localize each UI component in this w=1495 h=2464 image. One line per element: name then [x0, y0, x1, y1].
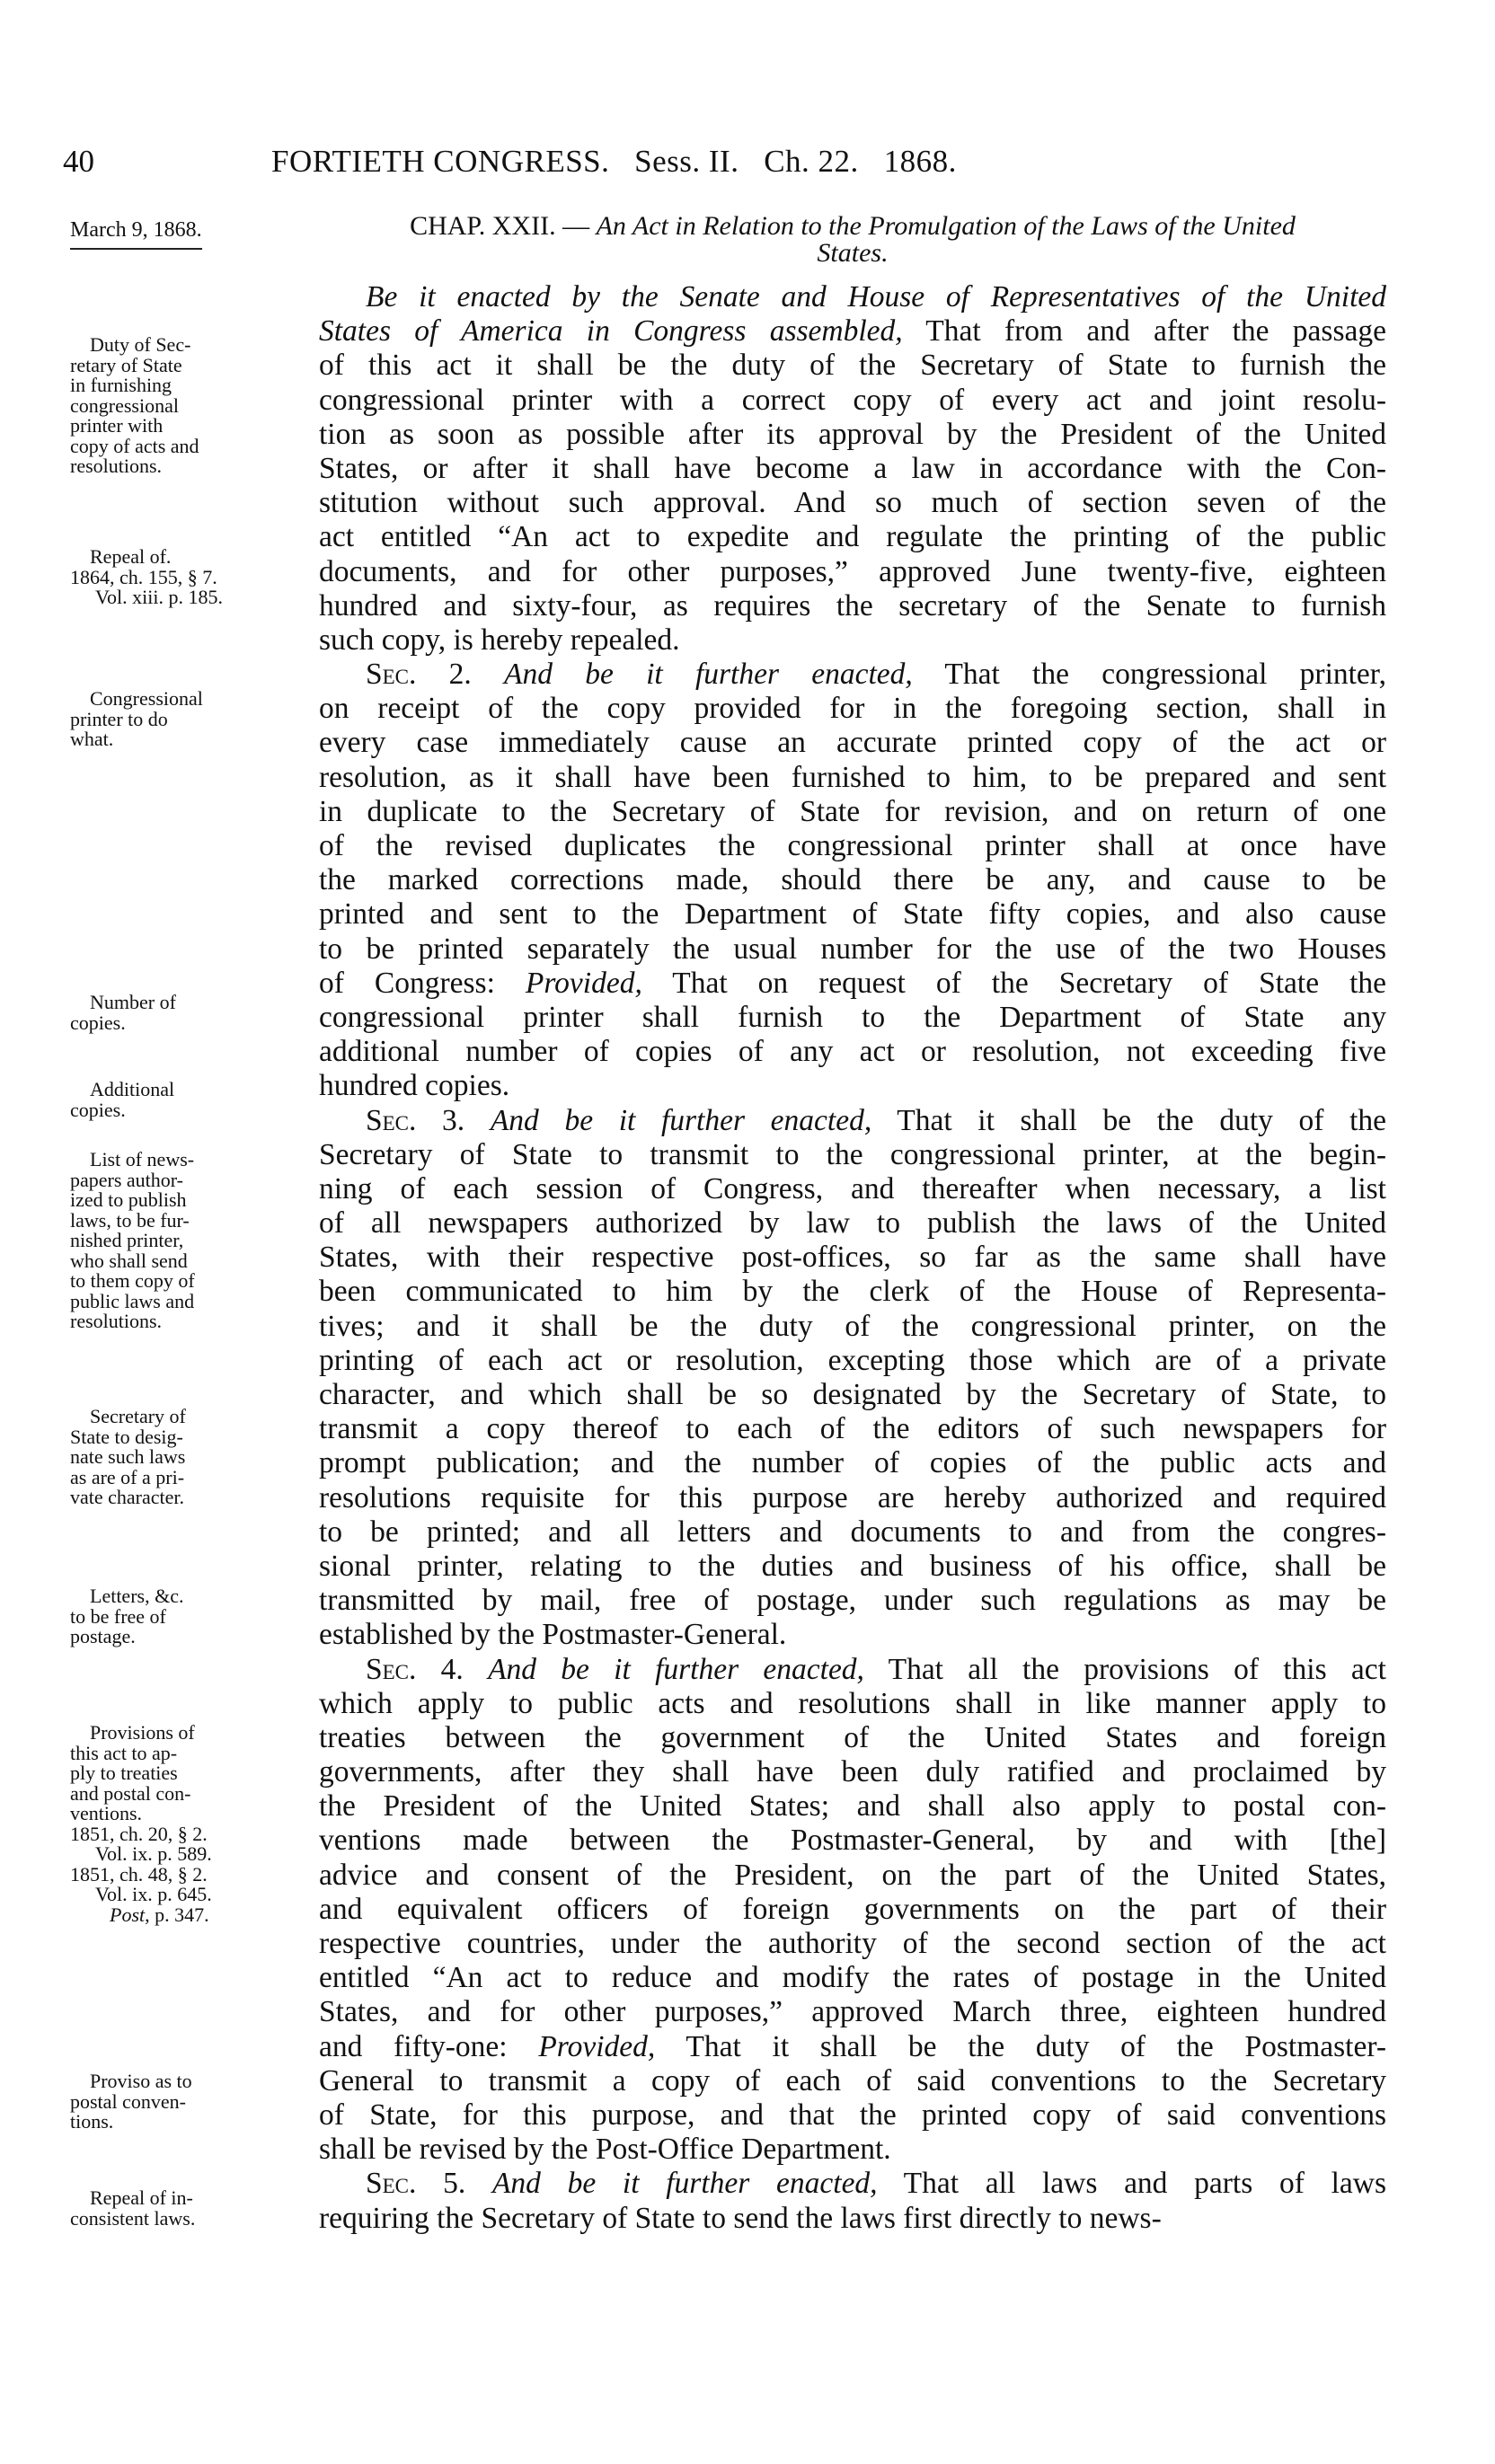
statute-reference: 1851, ch. 20, § 2. [70, 1822, 208, 1845]
margin-note-line: nished printer, [70, 1229, 184, 1251]
approval-date: March 9, 1868. [70, 218, 202, 250]
chapter-label: Ch. 22. [764, 144, 859, 179]
text-line: shall be revised by the Post-Office Department. [319, 2133, 891, 2167]
text-line: tion as soon as possible after its approval by the President of the United [319, 417, 1386, 451]
margin-note [70, 547, 279, 608]
margin-note-line: tions. [70, 2110, 114, 2133]
statute-reference: 1851, ch. 48, § 2. [70, 1862, 208, 1886]
margin-note-line: Repeal of in- [90, 2186, 193, 2209]
text-line: ventions made between the Postmaster-General, by and with [the] [319, 1824, 1386, 1858]
margin-note-line: Duty of Sec- [90, 333, 191, 356]
margin-note-line: vate character. [70, 1486, 185, 1508]
section-number: Sec. 5. [366, 2167, 492, 2201]
margin-note-line: Congressional [90, 687, 203, 710]
margin-note-line: postage. [70, 1625, 136, 1647]
margin-note [70, 1080, 279, 1120]
margin-note-line: laws, to be fur- [70, 1208, 190, 1232]
section-number: Sec. 2. [366, 658, 505, 692]
act-body-text [319, 280, 1386, 2236]
margin-note-line: Secretary of [90, 1405, 186, 1427]
margin-note-line: as are of a pri- [70, 1465, 185, 1488]
text-line: transmitted by mail, free of postage, under such regulations as may be [319, 1584, 1386, 1618]
statute-reference: 1864, ch. 155, § 7. [70, 565, 217, 588]
margin-note-line: Proviso as to [90, 2070, 192, 2092]
margin-note [70, 1407, 279, 1508]
margin-note [70, 1150, 279, 1332]
section-number: Sec. 3. [366, 1103, 491, 1137]
statute-reference: Vol. xiii. p. 185. [95, 586, 224, 608]
text-line: to be printed; and all letters and documents to and from the congres- [319, 1515, 1386, 1549]
margin-note-line: to them copy of [70, 1269, 195, 1292]
text-line: to be printed separately the usual number for the use of the two Houses [319, 932, 1386, 966]
year-label: 1868. [883, 144, 957, 179]
text-line: General to transmit a copy of each of said conventions to the Secretary [319, 2063, 1386, 2097]
text-line: of all newspapers authorized by law to publish the laws of the United [319, 1206, 1386, 1241]
statute-reference: Post, p. 347. [110, 1903, 209, 1926]
text-line: congressional printer shall furnish to the Department of State any [319, 1000, 1386, 1034]
text-line: and equivalent officers of foreign governments on the part of their [319, 1892, 1386, 1926]
congress-name: FORTIETH CONGRESS. [271, 144, 610, 179]
margin-note-line: State to desig- [70, 1425, 183, 1448]
margin-note-line: Letters, &c. [90, 1585, 184, 1607]
section-start-line: Sec. 2. And be it further enacted, That the congressional printer, [366, 658, 1386, 692]
chapter-number: CHAP. XXII. — [410, 211, 590, 241]
section-start-line: Sec. 3. And be it further enacted, That it shall be the duty of the [366, 1103, 1387, 1137]
margin-note-line: in furnishing [70, 374, 172, 396]
margin-note [70, 1586, 279, 1647]
text-line: of Congress: Provided, That on request of the Secretary of State the [319, 966, 1386, 1000]
text-line: congressional printer with a correct copy of every act and joint resolu- [319, 383, 1386, 417]
text-line: Secretary of State to transmit to the congressional printer, at the begin- [319, 1137, 1386, 1171]
text-line: character, and which shall be so designated by the Secretary of State, to [319, 1378, 1386, 1411]
text-line: States, with their respective post-offices, so far as the same shall have [319, 1241, 1386, 1275]
text-line: documents, and for other purposes,” approved June twenty-five, eighteen [319, 554, 1386, 588]
text-line: resolution, as it shall have been furnished to him, to be prepared and sent [319, 760, 1386, 794]
text-line: printed and sent to the Department of State fifty copies, and also cause [319, 897, 1386, 932]
margin-note-line: ized to publish [70, 1188, 187, 1211]
margin-note-line: this act to ap- [70, 1741, 178, 1764]
text-line: tives; and it shall be the duty of the congressional printer, on the [319, 1309, 1386, 1343]
text-line: and fifty-one: Provided, That it shall be the duty of the Postmaster- [319, 2029, 1386, 2063]
session-label: Sess. II. [634, 144, 739, 179]
margin-note-line: who shall send [70, 1249, 188, 1272]
text-line: of State, for this purpose, and that the printed copy of said conventions [319, 2097, 1386, 2132]
text-line: in duplicate to the Secretary of State for revision, and on return of one [319, 794, 1386, 828]
text-line: treaties between the government of the United States and foreign [319, 1720, 1386, 1754]
text-line: prompt publication; and the number of copies of the public acts and [319, 1446, 1386, 1480]
margin-note [70, 1723, 279, 1925]
text-line: stitution without such approval. And so much of section seven of the [319, 486, 1386, 520]
statute-reference: Vol. ix. p. 645. [95, 1883, 212, 1905]
text-line: resolutions requisite for this purpose are hereby authorized and required [319, 1480, 1386, 1515]
margin-notes [0, 0, 296, 2464]
text-line: hundred copies. [319, 1069, 510, 1103]
margin-note-line: printer with [70, 414, 164, 437]
page-number: 40 [63, 144, 94, 179]
chapter-title [318, 213, 1387, 267]
margin-note-line: what. [70, 728, 114, 750]
margin-note-line: to be free of [70, 1604, 166, 1628]
text-line: the marked corrections made, should there be any, and cause to be [319, 863, 1386, 897]
margin-note-line: List of news- [90, 1148, 195, 1170]
act-title-line-2: States. [817, 238, 889, 268]
text-line: every case immediately cause an accurate printed copy of the act or [319, 726, 1386, 760]
text-line: the President of the United States; and shall also apply to postal con- [319, 1789, 1386, 1824]
margin-note-line: copies. [70, 1098, 126, 1121]
text-line: entitled “An act to reduce and modify the rates of postage in the United [319, 1961, 1386, 1995]
margin-note-line: Additional [90, 1078, 175, 1100]
margin-note-line: postal conven- [70, 2089, 186, 2113]
text-line: respective countries, under the authority of the second section of the act [319, 1927, 1386, 1960]
margin-note [70, 2188, 279, 2229]
text-line: been communicated to him by the clerk of the House of Representa- [319, 1275, 1386, 1309]
text-line: of this act it shall be the duty of the Secretary of State to furnish the [319, 349, 1386, 383]
text-line: of the revised duplicates the congressional printer shall at once have [319, 829, 1386, 862]
margin-note [70, 335, 279, 477]
section-start-line: Sec. 5. And be it further enacted, That all laws and parts of laws [366, 2167, 1386, 2201]
margin-note [70, 689, 279, 750]
text-line: act entitled “An act to expedite and regulate the printing of the public [319, 520, 1386, 554]
margin-note-line: retary of State [70, 353, 182, 376]
margin-note-line: Repeal of. [90, 545, 172, 568]
text-line: governments, after they shall have been duly ratified and proclaimed by [319, 1755, 1386, 1789]
text-line: such copy, is hereby repealed. [319, 623, 680, 657]
margin-note-line: resolutions. [70, 455, 163, 477]
margin-note-line: papers author- [70, 1168, 184, 1191]
section-start-line: Sec. 4. And be it further enacted, That all the provisions of this act [366, 1652, 1386, 1686]
text-line: on receipt of the copy provided for in the foregoing section, shall in [319, 692, 1386, 726]
margin-note-line: ply to treaties [70, 1762, 178, 1784]
margin-note-line: public laws and [70, 1289, 195, 1312]
text-line: ning of each session of Congress, and thereafter when necessary, a list [319, 1171, 1386, 1206]
margin-note-line: resolutions. [70, 1310, 163, 1332]
section-number: Sec. 4. [366, 1652, 489, 1686]
statute-reference: Vol. ix. p. 589. [95, 1842, 212, 1865]
margin-note-line: copies. [70, 1011, 126, 1034]
text-line: requiring the Secretary of State to send the laws first directly to news- [319, 2201, 1162, 2235]
margin-note-line: printer to do [70, 707, 168, 730]
margin-note-line: nate such laws [70, 1445, 186, 1468]
margin-note-line: Number of [90, 991, 176, 1013]
text-line: Be it enacted by the Senate and House of Representatives of the United [366, 280, 1386, 314]
margin-note-line: and postal con- [70, 1781, 191, 1805]
text-line: which apply to public acts and resolutions shall in like manner apply to [319, 1686, 1386, 1720]
text-line: transmit a copy thereof to each of the editors of such newspapers for [319, 1412, 1386, 1446]
margin-note [70, 993, 279, 1033]
text-line: hundred and sixty-four, as requires the secretary of the Senate to furnish [319, 588, 1386, 623]
margin-note-line: consistent laws. [70, 2206, 196, 2230]
act-title-line-1: An Act in Relation to the Promulgation of the Laws of the United [596, 211, 1296, 241]
text-line: advice and consent of the President, on the part of the United States, [319, 1858, 1386, 1892]
text-line: sional printer, relating to the duties and business of his office, shall be [319, 1549, 1386, 1583]
margin-note-line: congressional [70, 393, 179, 417]
running-title [271, 144, 957, 180]
margin-note-line: ventions. [70, 1802, 143, 1824]
margin-note [70, 2071, 279, 2133]
text-line: additional number of copies of any act or resolution, not exceeding five [319, 1035, 1386, 1069]
text-line: printing of each act or resolution, excepting those which are of a private [319, 1343, 1386, 1377]
margin-note-line: copy of acts and [70, 434, 199, 457]
margin-note-line: Provisions of [90, 1721, 195, 1744]
text-line: established by the Postmaster-General. [319, 1618, 787, 1652]
text-line: States of America in Congress assembled, That from and after the passage [319, 314, 1386, 349]
text-line: States, and for other purposes,” approved March three, eighteen hundred [319, 1995, 1386, 2029]
text-line: States, or after it shall have become a law in accordance with the Con- [319, 451, 1386, 485]
